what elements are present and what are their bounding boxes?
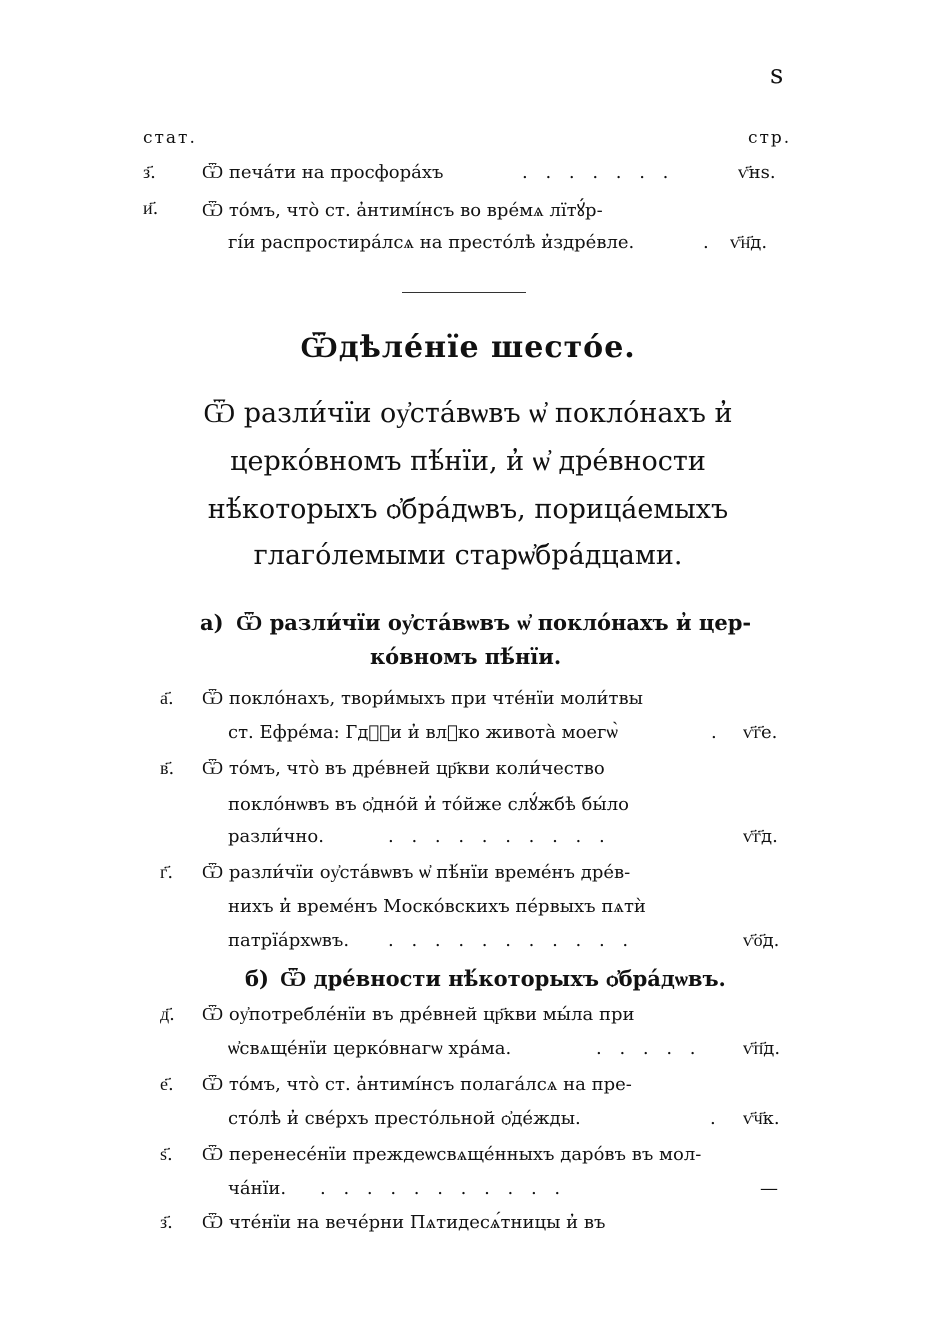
entry-text: гі́и распростира́лсѧ на престо́лѣ и̓здре́вле. bbox=[228, 232, 635, 253]
toc-entry-continuation bbox=[0, 1178, 936, 1212]
entry-page: ѵ҃нѕ. bbox=[738, 162, 776, 183]
toc-entry bbox=[0, 688, 936, 722]
subsection-text: ко́вномъ пѣ́нїи. bbox=[370, 644, 562, 669]
entry-text: Ѿ то́мъ, что̀ ст. а̓нтимі́нсъ во вре́мѧ лїтꙋ́р- bbox=[202, 200, 603, 221]
entry-page: — bbox=[760, 1178, 778, 1199]
toc-entry-continuation bbox=[0, 722, 936, 756]
section-subtitle-line: Ѿ разли́чїи оу҆ста́вѡвъ ѡ҆ покло́нахъ и̓ bbox=[203, 398, 733, 429]
entry-text: покло́нѡвъ въ ѻ҆дно́й и̓ то́йже слꙋ́жбѣ бы́ло bbox=[228, 794, 629, 815]
dot-leader: . . . . . . . . . . . bbox=[320, 1178, 567, 1199]
section-divider bbox=[402, 292, 526, 293]
toc-entry-continuation bbox=[0, 1108, 936, 1142]
entry-number: а҃. bbox=[160, 688, 174, 709]
entry-page: ѵ҃о҃д. bbox=[743, 930, 780, 951]
toc-entry bbox=[0, 198, 936, 232]
subsection-heading bbox=[0, 610, 936, 640]
entry-text: Ѿ покло́нахъ, твори́мыхъ при чте́нїи моли́твы bbox=[202, 688, 643, 709]
section-title: Ѿдѣле́нїе шесто́е. bbox=[300, 330, 636, 365]
dot-leader: . bbox=[703, 232, 715, 253]
entry-text: ѡ҆свѧще́нїи церко́внагѡ хра́ма. bbox=[228, 1038, 512, 1059]
toc-entry-continuation bbox=[0, 232, 936, 266]
column-header-article: стат. bbox=[143, 128, 197, 148]
entry-text: Ѿ чте́нїи на вече́рни Пѧтидесѧ́тницы и̓ въ bbox=[202, 1212, 606, 1233]
toc-entry bbox=[0, 862, 936, 896]
entry-text: нихъ и̓ време́нъ Моско́вскихъ пе́рвыхъ пѧтѝ bbox=[228, 896, 646, 917]
dot-leader: . bbox=[711, 722, 723, 743]
toc-entry-continuation bbox=[0, 792, 936, 826]
dot-leader: . . . . . . . bbox=[522, 162, 675, 183]
entry-text: патрїа́рхѡвъ. bbox=[228, 930, 350, 951]
entry-page: ѵ҃п҃д. bbox=[743, 1038, 781, 1059]
entry-number: е҃. bbox=[160, 1074, 174, 1095]
entry-text: сто́лѣ и̓ све́рхъ престо́льной ѻ҆де́жды. bbox=[228, 1108, 581, 1129]
entry-page: ѵ҃ч҃к. bbox=[743, 1108, 780, 1129]
toc-entry-continuation bbox=[0, 930, 936, 964]
toc-entry bbox=[0, 1074, 936, 1108]
subsection-label: б) bbox=[245, 966, 269, 991]
dot-leader: . . . . . . . . . . . bbox=[388, 930, 635, 951]
dot-leader: . . . . . bbox=[596, 1038, 702, 1059]
dot-leader: . bbox=[710, 1108, 722, 1129]
subsection-text: Ѿ разли́чїи оу҆ста́вѡвъ ѡ҆ покло́нахъ и̓ цер- bbox=[236, 610, 752, 635]
subsection-heading-continuation bbox=[0, 644, 936, 674]
entry-number: г҃. bbox=[160, 862, 174, 883]
dot-leader: . . . . . . . . . . bbox=[388, 826, 611, 847]
entry-number: д҃. bbox=[160, 1004, 175, 1025]
entry-page: ѵ҃н҃д. bbox=[730, 232, 768, 253]
entry-number: з҃. bbox=[143, 162, 156, 183]
entry-number: з҃. bbox=[160, 1212, 173, 1233]
entry-text: ча́нїи. bbox=[228, 1178, 287, 1199]
toc-entry bbox=[0, 1144, 936, 1178]
subsection-text: Ѿ дре́вности нѣ́которыхъ ѻ҆бра́дѡвъ. bbox=[280, 966, 726, 991]
subsection-heading bbox=[0, 966, 936, 996]
toc-entry-continuation bbox=[0, 826, 936, 860]
toc-entry-continuation bbox=[0, 896, 936, 930]
entry-number: ѕ҃. bbox=[160, 1144, 173, 1165]
entry-number: в҃. bbox=[160, 758, 175, 779]
entry-page: ѵ҃г҃е. bbox=[743, 722, 778, 743]
entry-text: Ѿ печа́ти на просфора́хъ bbox=[202, 162, 444, 183]
page-number: ѕ bbox=[770, 60, 784, 90]
subsection-label: а) bbox=[200, 610, 224, 635]
entry-text: Ѿ перенесе́нїи преждеѡсвѧще́нныхъ даро́въ въ мол- bbox=[202, 1144, 702, 1165]
entry-text: Ѿ то́мъ, что̀ ст. а̓нтимі́нсъ полага́лсѧ на пре- bbox=[202, 1074, 632, 1095]
entry-page: ѵ҃г҃д. bbox=[743, 826, 778, 847]
entry-text: Ѿ оу҆потребле́нїи въ дре́вней цр҃кви мы́ла при bbox=[202, 1004, 635, 1025]
toc-entry-continuation bbox=[0, 1038, 936, 1072]
section-subtitle-line: глаго́лемыми старѡ҆бра́дцами. bbox=[253, 540, 683, 571]
column-header-page: стр. bbox=[748, 128, 792, 148]
toc-entry bbox=[0, 162, 936, 196]
entry-text: Ѿ разли́чїи оу҆ста́вѡвъ ѡ҆ пѣ́нїи време́нъ дре́в- bbox=[202, 862, 631, 883]
toc-entry bbox=[0, 1212, 936, 1246]
entry-text: Ѿ то́мъ, что̀ въ дре́вней цр҃кви коли́чество bbox=[202, 758, 605, 779]
toc-entry bbox=[0, 1004, 936, 1038]
entry-text: разли́чно. bbox=[228, 826, 324, 847]
entry-text: ст. Ефре́ма: Гдⷭ҇и и̓ влⷣко живота̀ моегѡ̀ bbox=[228, 722, 618, 743]
toc-entry bbox=[0, 758, 936, 792]
section-subtitle-line: церко́вномъ пѣ́нїи, и̓ ѡ҆ дре́вности bbox=[230, 446, 706, 477]
entry-number: и҃. bbox=[143, 198, 159, 219]
section-subtitle-line: нѣ́которыхъ ѻ҆бра́дѡвъ, порица́емыхъ bbox=[207, 494, 729, 525]
